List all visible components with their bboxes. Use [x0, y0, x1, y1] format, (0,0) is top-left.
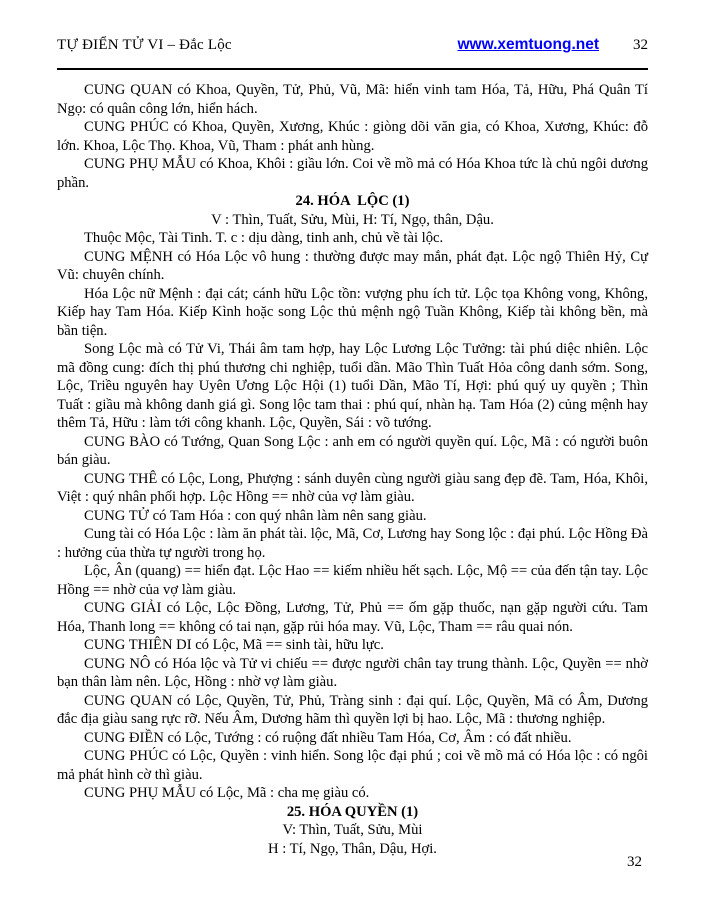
- paragraph-cung-phu-mau-khoa: CUNG PHỤ MẪU có Khoa, Khôi : giầu lớn. Coi về mồ mả có Hóa Khoa tức là chủ ngôi dương phần.: [57, 156, 648, 191]
- paragraph-cung-tai: Cung tài có Hóa Lộc : làm ăn phát tài. lộc, Mã, Cơ, Lương hay Song lộc : đại phú. Lộc Hồng Đà : hưởng của thừa tự người trong họ.: [57, 526, 648, 561]
- paragraph-cung-tu: CUNG TỬ có Tam Hóa : con quý nhân làm nên sang giàu.: [84, 507, 427, 524]
- book-title: TỰ ĐIỂN TỬ VI – Đắc Lộc: [57, 37, 232, 53]
- header-right-group: [457, 36, 648, 54]
- paragraph-thuoc-moc: Thuộc Mộc, Tài Tinh. T. c : dịu dàng, tinh anh, chủ về tài lộc.: [84, 230, 444, 246]
- section-heading-24: 24. HÓA LỘC (1): [295, 193, 410, 209]
- paragraph-cung-dien: CUNG ĐIỀN có Lộc, Tướng : có ruộng đất nhiều Tam Hóa, Cơ, Âm : có đất nhiều.: [84, 729, 572, 746]
- paragraph-song-loc: Song Lộc mà có Tử Vi, Thái âm tam hợp, hay Lộc Lương Lộc Tưởng: tài phú diệc nhiên. Lộc mã đồng cung: đích thị phú thương chi nghiệp, tuổi dần. Mão Thìn Tuất Hỏa công danh sớm. Song, Lộc, Triều nguyên hay Uyên Ương Lộc Hội (1) tuổi Dần, Mão Tí, Hợi: phú quý uy quyền ; Thìn Tuất : giầu mà không danh giá gì. Song lộc tam thai : phú quí, nhàn hạ. Tam Hóa (2) củng mệnh hay thêm Tả, Hữu : làm tới công khanh. Lộc, Quyền, Sái : võ tướng.: [57, 341, 648, 431]
- paragraph-cung-quan-loc: CUNG QUAN có Lộc, Quyền, Tử, Phủ, Tràng sinh : đại quí. Lộc, Quyền, Mã có Âm, Dương đắc địa giàu sang rực rỡ. Nếu Âm, Dương hãm thì quyền lợi bị hao. Lộc, Mã : thương nghiệp.: [57, 692, 648, 727]
- website-link[interactable]: www.xemtuong.net: [457, 36, 599, 53]
- paragraph-cung-phu-mau-loc: CUNG PHỤ MẪU có Lộc, Mã : cha mẹ giàu có.: [84, 785, 370, 801]
- paragraph-hoa-loc-nu-menh: Hóa Lộc nữ Mệnh : đại cát; cánh hữu Lộc tồn: vượng phu ích tử. Lộc tọa Không vong, Không, Kiếp hay Tam Hóa. Kiếp Kình hoặc song Lộc thủ mệnh ngộ Tuần Không, Kiếp tài không bền, mà bần tiện.: [57, 285, 648, 339]
- paragraph-cung-menh: CUNG MỆNH có Hóa Lộc vô hung : thường được may mắn, phát đạt. Lộc ngộ Thiên Hỷ, Cự Vũ: chuyên chính.: [57, 248, 648, 283]
- paragraph-loc-an-quang: Lộc, Ân (quang) == hiển đạt. Lộc Hao == kiếm nhiều hết sạch. Lộc, Mộ == của đến tận tay. Lộc Hồng == nhờ của vợ làm giàu.: [57, 563, 648, 598]
- paragraph-cung-quan-khoa: CUNG QUAN có Khoa, Quyền, Tử, Phủ, Vũ, Mã: hiển vinh tam Hóa, Tả, Hữu, Phá Quân Tí Ngọ: có quân công lớn, hiển hách.: [57, 82, 648, 117]
- section-positions-25-v: V: Thìn, Tuất, Sửu, Mùi: [282, 822, 423, 838]
- paragraph-cung-the: CUNG THÊ có Lộc, Long, Phượng : sánh duyên cùng người giàu sang đẹp đẽ. Tam, Hóa, Khôi, Việt : quý nhân phối hợp. Lộc Hồng == nhờ của vợ làm giàu.: [57, 470, 648, 505]
- paragraph-cung-phuc-khoa: CUNG PHÚC có Khoa, Quyền, Xương, Khúc : giòng dõi văn gia, có Khoa, Xương, Khúc: đỗ lớn. Khoa, Lộc Thọ. Khoa, Vũ, Tham : phát anh hùng.: [57, 119, 648, 154]
- paragraph-cung-giai: CUNG GIẢI có Lộc, Lộc Đồng, Lương, Tử, Phủ == ốm gặp thuốc, nạn gặp người cứu. Tam Hóa, Thanh long == không có tai nạn, gặp rủi hóa may. Vũ, Lộc, Tham == râu quai nón.: [57, 600, 648, 635]
- page-header: [57, 36, 648, 54]
- footer-page-number: 32: [627, 854, 642, 870]
- section-positions-24: V : Thìn, Tuất, Sửu, Mùi, H: Tí, Ngọ, thân, Dậu.: [211, 211, 494, 228]
- header-page-number: 32: [633, 37, 648, 53]
- section-heading-25: 25. HÓA QUYỀN (1): [286, 803, 419, 820]
- paragraph-cung-no: CUNG NÔ có Hóa lộc và Tử vi chiếu == được người chân tay trung thành. Lộc, Quyền == nhờ bạn thân làm nên. Lộc, Hồng : nhờ vợ làm giàu.: [57, 655, 648, 690]
- paragraph-cung-bao: CUNG BÀO có Tướng, Quan Song Lộc : anh em có người quyền quí. Lộc, Mã : có người buôn bán giàu.: [57, 433, 648, 468]
- section-positions-25-h: H : Tí, Ngọ, Thân, Dậu, Hợi.: [268, 840, 437, 857]
- header-rule: [57, 68, 648, 70]
- paragraph-cung-phuc-loc: CUNG PHÚC có Lộc, Quyền : vinh hiển. Song lộc đại phú ; coi về mồ mả có Hóa lộc : có ngôi mả phát hình cờ thì giàu.: [57, 748, 648, 783]
- document-body: [57, 81, 648, 858]
- paragraph-cung-thien-di: CUNG THIÊN DI có Lộc, Mã == sinh tài, hữu lực.: [84, 637, 384, 653]
